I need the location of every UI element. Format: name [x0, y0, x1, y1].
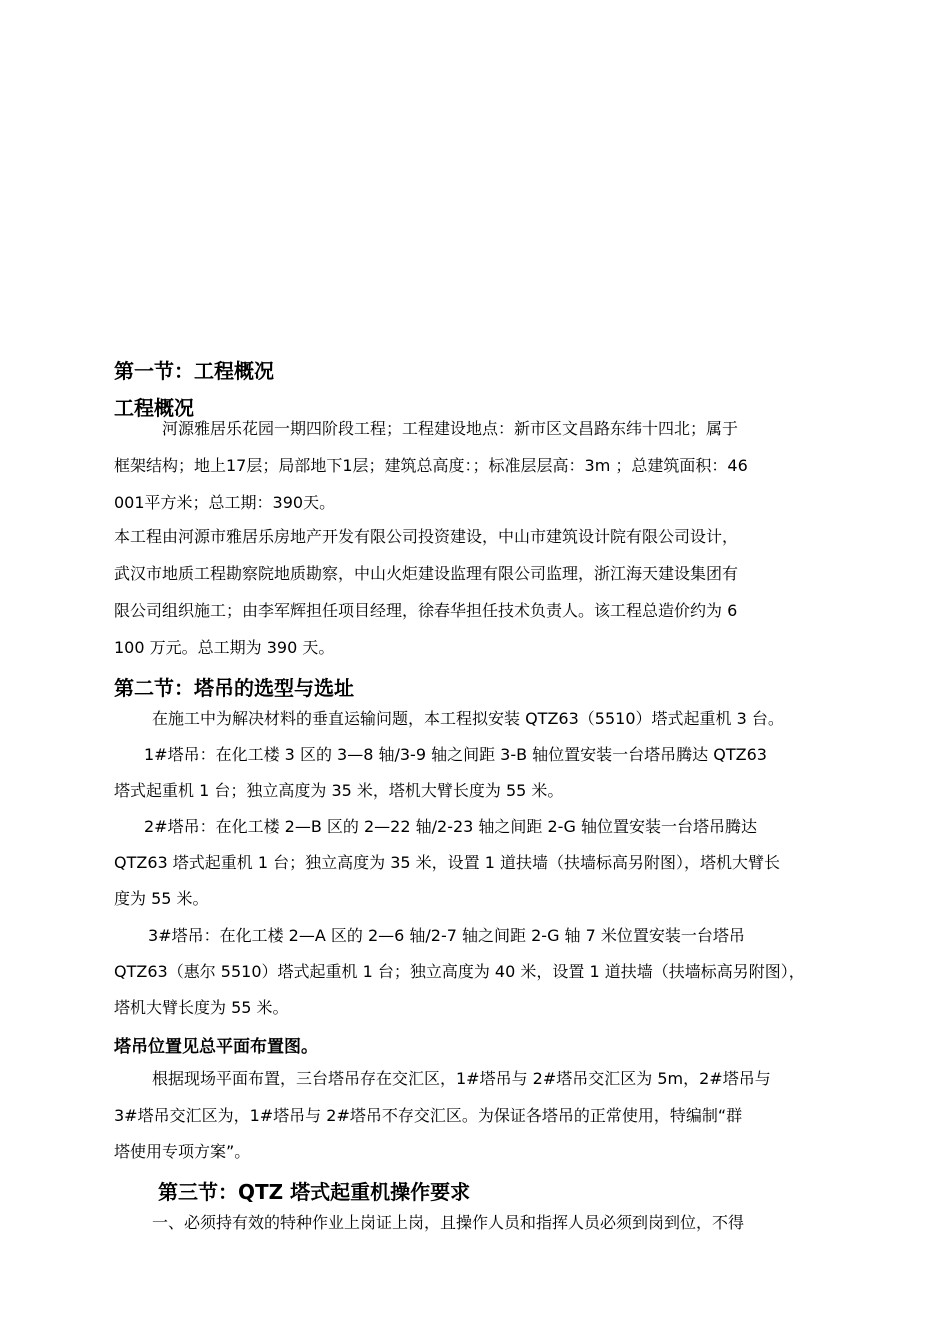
- paragraph-line: QTZ63 塔式起重机 1 台；独立高度为 35 米，设置 1 道扶墙（扶墙标高另附图），塔机大臂长: [114, 853, 781, 872]
- paragraph-line: 塔机大臂长度为 55 米。: [114, 998, 289, 1017]
- bold-note: 塔吊位置见总平面布置图。: [114, 1037, 318, 1057]
- paragraph-line: 根据现场平面布置，三台塔吊存在交汇区，1#塔吊与 2#塔吊交汇区为 5m，2#塔吊与: [152, 1069, 771, 1088]
- paragraph-line: 2#塔吊：在化工楼 2—B 区的 2—22 轴/2-23 轴之间距 2-G 轴位置安装一台塔吊腾达: [144, 817, 757, 836]
- paragraph-line: 框架结构；地上17层；局部地下1层；建筑总高度：；标准层层高：3m ；总建筑面积：46: [114, 456, 748, 475]
- paragraph-line: 武汉市地质工程勘察院地质勘察，中山火炬建设监理有限公司监理，浙江海天建设集团有: [114, 564, 739, 583]
- paragraph-line: 度为 55 米。: [114, 889, 209, 908]
- paragraph-line: 001平方米；总工期：390天。: [114, 493, 336, 512]
- paragraph-line: 100 万元。总工期为 390 天。: [114, 638, 335, 657]
- paragraph-line: QTZ63（惠尔 5510）塔式起重机 1 台；独立高度为 40 米，设置 1 道扶墙（扶墙标高另附图），: [114, 962, 805, 981]
- section-1-heading: 第一节：工程概况: [114, 359, 274, 383]
- paragraph-line: 本工程由河源市雅居乐房地产开发有限公司投资建设，中山市建筑设计院有限公司设计，: [114, 527, 739, 546]
- paragraph-line: 3#塔吊：在化工楼 2—A 区的 2—6 轴/2-7 轴之间距 2-G 轴 7 米位置安装一台塔吊: [148, 926, 745, 945]
- paragraph-line: 一、必须持有效的特种作业上岗证上岗，且操作人员和指挥人员必须到岗到位，不得: [152, 1213, 745, 1232]
- paragraph-line: 1#塔吊：在化工楼 3 区的 3—8 轴/3-9 轴之间距 3-B 轴位置安装一台塔吊腾达 QTZ63: [144, 745, 767, 764]
- paragraph-line: 在施工中为解决材料的垂直运输问题，本工程拟安装 QTZ63（5510）塔式起重机 3 台。: [152, 709, 784, 728]
- paragraph-line: 限公司组织施工；由李军辉担任项目经理，徐春华担任技术负责人。该工程总造价约为 6: [114, 601, 738, 620]
- section-2-heading: 第二节：塔吊的选型与选址: [114, 676, 354, 700]
- section-1-subheading: 工程概况: [114, 396, 194, 420]
- paragraph-line: 3#塔吊交汇区为，1#塔吊与 2#塔吊不存交汇区。为保证各塔吊的正常使用，特编制“群: [114, 1106, 743, 1125]
- section-3-heading: 第三节：QTZ 塔式起重机操作要求: [158, 1180, 471, 1204]
- paragraph-line: 塔式起重机 1 台；独立高度为 35 米，塔机大臂长度为 55 米。: [114, 781, 564, 800]
- paragraph-line: 河源雅居乐花园一期四阶段工程；工程建设地点：新市区文昌路东纬十四北；属于: [162, 419, 739, 438]
- paragraph-line: 塔使用专项方案”。: [114, 1142, 251, 1161]
